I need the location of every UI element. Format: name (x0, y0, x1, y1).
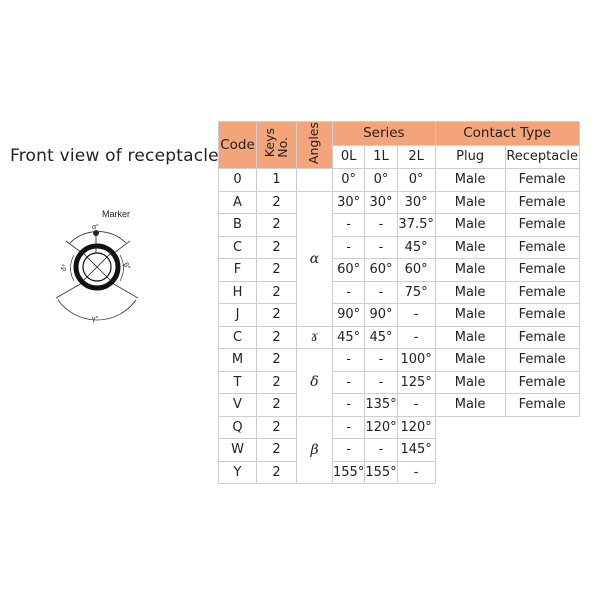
table-row (219, 439, 580, 462)
angle-alpha: α (297, 191, 333, 326)
table-row (219, 304, 580, 327)
cell-0l: - (333, 394, 365, 417)
cell-0l: - (333, 214, 365, 237)
cell-1l: - (365, 214, 397, 237)
cell-keys: 2 (257, 281, 297, 304)
cell-2l: - (397, 394, 435, 417)
cell-1l: 45° (365, 326, 397, 349)
cell-code: 0 (219, 169, 257, 192)
cell-plug: Male (435, 326, 505, 349)
cell-keys: 2 (257, 304, 297, 327)
cell-1l: 90° (365, 304, 397, 327)
cell-keys: 2 (257, 394, 297, 417)
beta-label: β° (121, 261, 132, 272)
header-series-2l: 2L (397, 145, 435, 169)
cell-0l: - (333, 439, 365, 462)
cell-2l: 37.5° (397, 214, 435, 237)
angle-gamma: ɤ (297, 326, 333, 349)
header-keys-no: KeysNo. (257, 122, 297, 169)
cell-2l: 125° (397, 371, 435, 394)
cell-keys: 2 (257, 439, 297, 462)
cell-keys: 2 (257, 191, 297, 214)
cell-1l: - (365, 236, 397, 259)
header-series: Series (333, 122, 436, 146)
cell-receptacle: Female (505, 394, 579, 417)
cell-keys: 2 (257, 416, 297, 439)
cell-2l: 30° (397, 191, 435, 214)
cell-code: A (219, 191, 257, 214)
cell-0l: - (333, 281, 365, 304)
cell-plug: Male (435, 236, 505, 259)
table-row (219, 416, 580, 439)
cell-receptacle: Female (505, 236, 579, 259)
cell-plug: Male (435, 349, 505, 372)
cell-2l: 120° (397, 416, 435, 439)
cell-0l: 30° (333, 191, 365, 214)
extension-line-top-left (66, 241, 82, 253)
cell-receptacle: Female (505, 214, 579, 237)
table-row (219, 461, 580, 484)
angle-delta: δ (297, 349, 333, 417)
cell-code: T (219, 371, 257, 394)
cell-2l: 0° (397, 169, 435, 192)
cell-code: Y (219, 461, 257, 484)
header-receptacle: Receptacle (505, 145, 579, 169)
cell-1l: - (365, 439, 397, 462)
cell-0l: - (333, 349, 365, 372)
cell-plug: Male (435, 191, 505, 214)
cell-code: J (219, 304, 257, 327)
header-code: Code (219, 122, 257, 169)
cell-keys: 2 (257, 214, 297, 237)
cell-2l: 60° (397, 259, 435, 282)
cell-code: F (219, 259, 257, 282)
header-series-1l: 1L (365, 145, 397, 169)
cell-keys: 1 (257, 169, 297, 192)
alpha-label: α° (92, 224, 99, 231)
receptacle-front-view-diagram (52, 205, 152, 335)
cell-0l: 60° (333, 259, 365, 282)
page-title: Front view of receptacle (10, 146, 219, 166)
table-row (219, 349, 580, 372)
cell-angle-blank (297, 169, 333, 192)
cell-receptacle: Female (505, 326, 579, 349)
keying-spec-table (218, 121, 580, 484)
cell-code: Q (219, 416, 257, 439)
cell-0l: 0° (333, 169, 365, 192)
table-row (219, 169, 580, 192)
cell-2l: 145° (397, 439, 435, 462)
cell-1l: 120° (365, 416, 397, 439)
table-row (219, 281, 580, 304)
delta-label: δ° (60, 263, 70, 273)
header-angles: Angles (297, 122, 333, 169)
cell-2l: 45° (397, 236, 435, 259)
cell-plug: Male (435, 371, 505, 394)
cell-keys: 2 (257, 349, 297, 372)
cell-plug: Male (435, 304, 505, 327)
cell-1l: 60° (365, 259, 397, 282)
cell-code: M (219, 349, 257, 372)
beta-arc (120, 255, 123, 281)
cell-0l: 155° (333, 461, 365, 484)
gamma-label: γ° (92, 316, 99, 323)
cell-0l: 45° (333, 326, 365, 349)
cell-1l: - (365, 349, 397, 372)
cell-1l: - (365, 371, 397, 394)
cell-plug: Male (435, 169, 505, 192)
cell-1l: 30° (365, 191, 397, 214)
delta-arc (71, 255, 74, 281)
cell-2l: 75° (397, 281, 435, 304)
cell-plug: Male (435, 259, 505, 282)
cell-2l: - (397, 304, 435, 327)
cell-code: B (219, 214, 257, 237)
header-plug: Plug (435, 145, 505, 169)
cell-plug: Male (435, 394, 505, 417)
cell-code: V (219, 394, 257, 417)
extension-line-right (112, 283, 138, 298)
cell-keys: 2 (257, 259, 297, 282)
header-contact-type: Contact Type (435, 122, 579, 146)
cell-keys: 2 (257, 371, 297, 394)
cell-code: C (219, 236, 257, 259)
table-row (219, 259, 580, 282)
cell-1l: 155° (365, 461, 397, 484)
table-row (219, 371, 580, 394)
table-row (219, 191, 580, 214)
cell-receptacle: Female (505, 259, 579, 282)
cell-receptacle: Female (505, 371, 579, 394)
cell-code: W (219, 439, 257, 462)
cell-keys: 2 (257, 461, 297, 484)
cell-2l: - (397, 461, 435, 484)
cell-receptacle: Female (505, 281, 579, 304)
table-row (219, 236, 580, 259)
cell-receptacle: Female (505, 304, 579, 327)
cell-plug: Male (435, 281, 505, 304)
cell-receptacle: Female (505, 349, 579, 372)
cell-0l: - (333, 236, 365, 259)
extension-line-top-right (114, 241, 130, 253)
marker-label: Marker (102, 209, 131, 219)
cell-2l: - (397, 326, 435, 349)
cell-receptacle: Female (505, 191, 579, 214)
cell-code: C (219, 326, 257, 349)
extension-line-left (56, 283, 82, 298)
cell-1l: - (365, 281, 397, 304)
angle-beta: β (297, 416, 333, 484)
table-row (219, 326, 580, 349)
cell-keys: 2 (257, 236, 297, 259)
cell-1l: 135° (365, 394, 397, 417)
cell-keys: 2 (257, 326, 297, 349)
cell-0l: - (333, 371, 365, 394)
cell-plug: Male (435, 214, 505, 237)
table-row (219, 394, 580, 417)
cell-1l: 0° (365, 169, 397, 192)
cell-2l: 100° (397, 349, 435, 372)
header-series-0l: 0L (333, 145, 365, 169)
cell-0l: 90° (333, 304, 365, 327)
cell-receptacle: Female (505, 169, 579, 192)
cell-code: H (219, 281, 257, 304)
table-row (219, 214, 580, 237)
cell-0l: - (333, 416, 365, 439)
